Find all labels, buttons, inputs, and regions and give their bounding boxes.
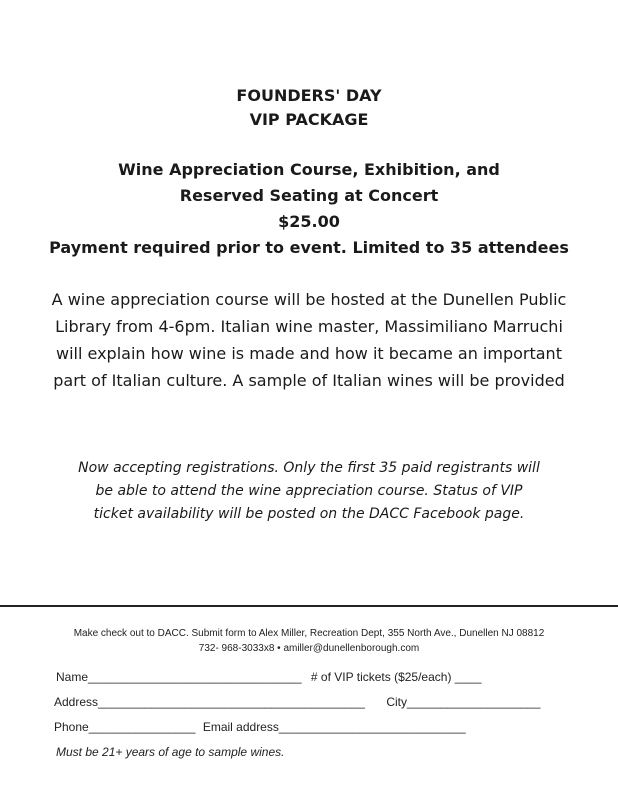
description-line-2: Library from 4-6pm. Italian wine master, Massimiliano Marruchi xyxy=(55,317,563,336)
address-row xyxy=(54,695,540,709)
age-note: Must be 21+ years of age to sample wines. xyxy=(56,745,285,759)
description-line-1: A wine appreciation course will be hosted at the Dunellen Public xyxy=(51,290,567,309)
form-instructions-line-1: Make check out to DACC. Submit form to Alex Miller, Recreation Dept, 355 North Ave., Dunellen NJ 08812 xyxy=(73,628,545,639)
notice-line-1: Now accepting registrations. Only the first 35 paid registrants will xyxy=(78,460,540,476)
form-instructions-line-2: 732- 968-3033x8 • amiller@dunellenborough.com xyxy=(198,643,420,654)
phone-row xyxy=(54,720,466,734)
email-field[interactable]: Email address____________________________ xyxy=(202,720,466,734)
name-field[interactable]: Name________________________________ xyxy=(56,670,302,684)
vip-tickets-field[interactable]: # of VIP tickets ($25/each) ____ xyxy=(310,670,482,684)
phone-field[interactable]: Phone________________ xyxy=(54,720,196,734)
description-line-4: part of Italian culture. A sample of Italian wines will be provided xyxy=(53,371,565,390)
offer-block xyxy=(0,157,618,261)
city-field[interactable]: City____________________ xyxy=(386,695,541,709)
address-field[interactable]: Address________________________________________ xyxy=(54,695,365,709)
offer-line-1: Wine Appreciation Course, Exhibition, and xyxy=(118,160,500,179)
registration-form xyxy=(0,626,618,759)
description-block xyxy=(0,286,618,394)
section-divider xyxy=(0,605,618,607)
offer-price: $25.00 xyxy=(278,212,340,231)
notice-line-2: be able to attend the wine appreciation course. Status of VIP xyxy=(95,483,523,499)
name-row xyxy=(56,670,481,684)
title-line-2: VIP PACKAGE xyxy=(249,110,369,129)
notice-line-3: ticket availability will be posted on the DACC Facebook page. xyxy=(93,506,525,522)
description-line-3: will explain how wine is made and how it became an important xyxy=(56,344,562,363)
title-line-1: FOUNDERS' DAY xyxy=(236,86,382,105)
registration-notice xyxy=(0,457,618,526)
offer-line-2: Reserved Seating at Concert xyxy=(179,186,439,205)
page-title xyxy=(0,84,618,132)
payment-note: Payment required prior to event. Limited to 35 attendees xyxy=(49,238,569,257)
